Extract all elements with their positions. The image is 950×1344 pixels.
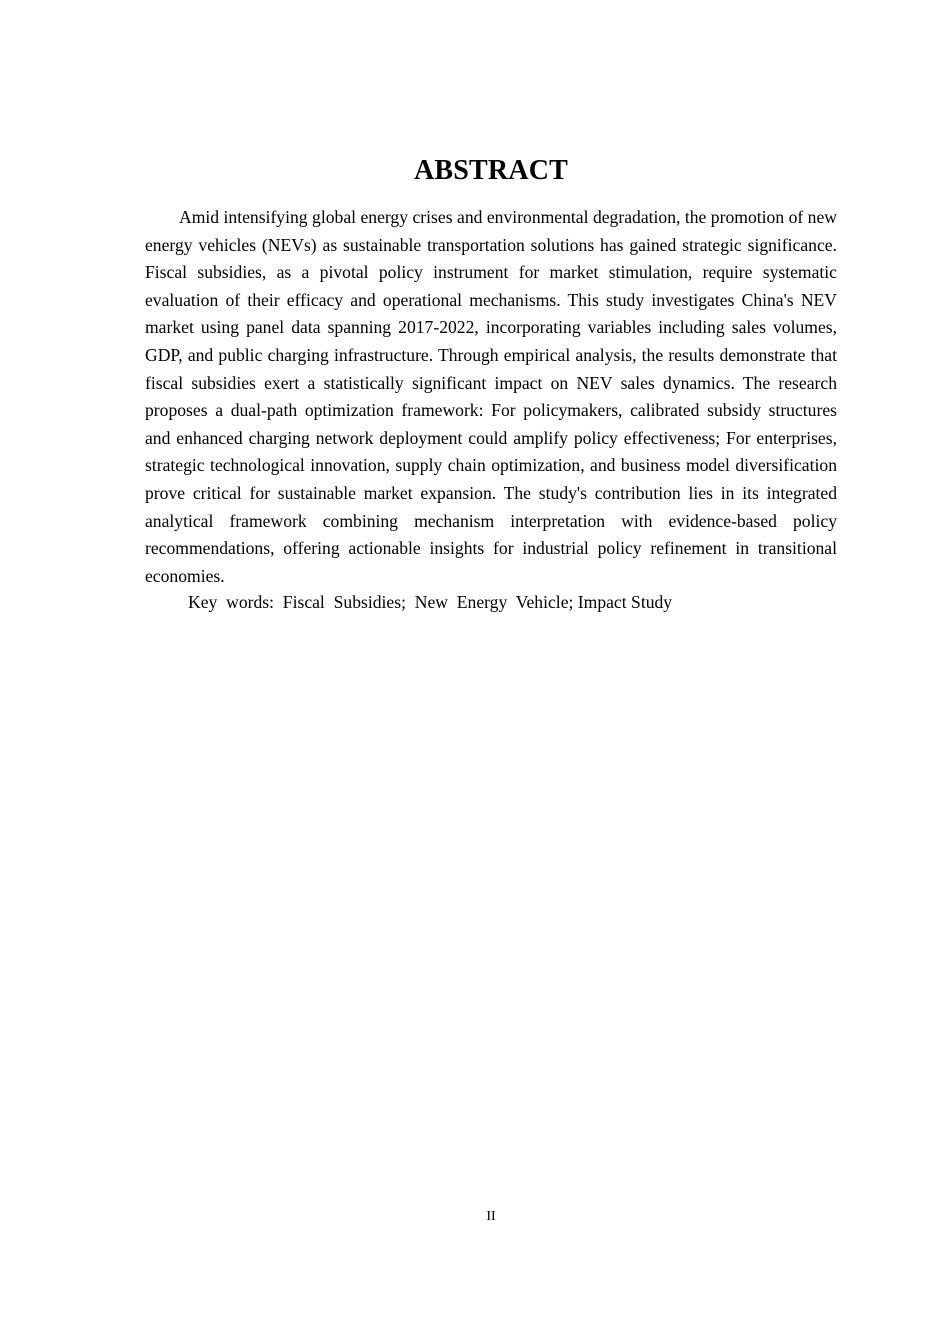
keywords-line: Key words: Fiscal Subsidies; New Energy Vehicle; Impact Study <box>188 592 673 612</box>
page-number: II <box>486 1209 496 1224</box>
abstract-paragraph: Amid intensifying global energy crises and environmental degradation, the promotion of new energy vehicles (NEVs) as sustainable transportation solutions has gained strategic significance. Fiscal subsidies, as a pivotal policy instrument for market stimulation, require systematic evaluation of their efficacy and operational mechanisms. This study investigates China's NEV market using panel data spanning 2017-2022, incorporating variables including sales volumes, GDP, and public charging infrastructure. Through empirical analysis, the results demonstrate that fiscal subsidies exert a statistically significant impact on NEV sales dynamics. The research proposes a dual-path optimization framework: For policymakers, calibrated subsidy structures and enhanced charging network deployment could amplify policy effectiveness; For enterprises, strategic technological innovation, supply chain optimization, and business model diversification prove critical for sustainable market expansion. The study's contribution lies in its integrated analytical framework combining mechanism interpretation with evidence-based policy recommendations, offering actionable insights for industrial policy refinement in transitional economies. <box>145 207 837 586</box>
abstract-title: ABSTRACT <box>413 155 569 186</box>
